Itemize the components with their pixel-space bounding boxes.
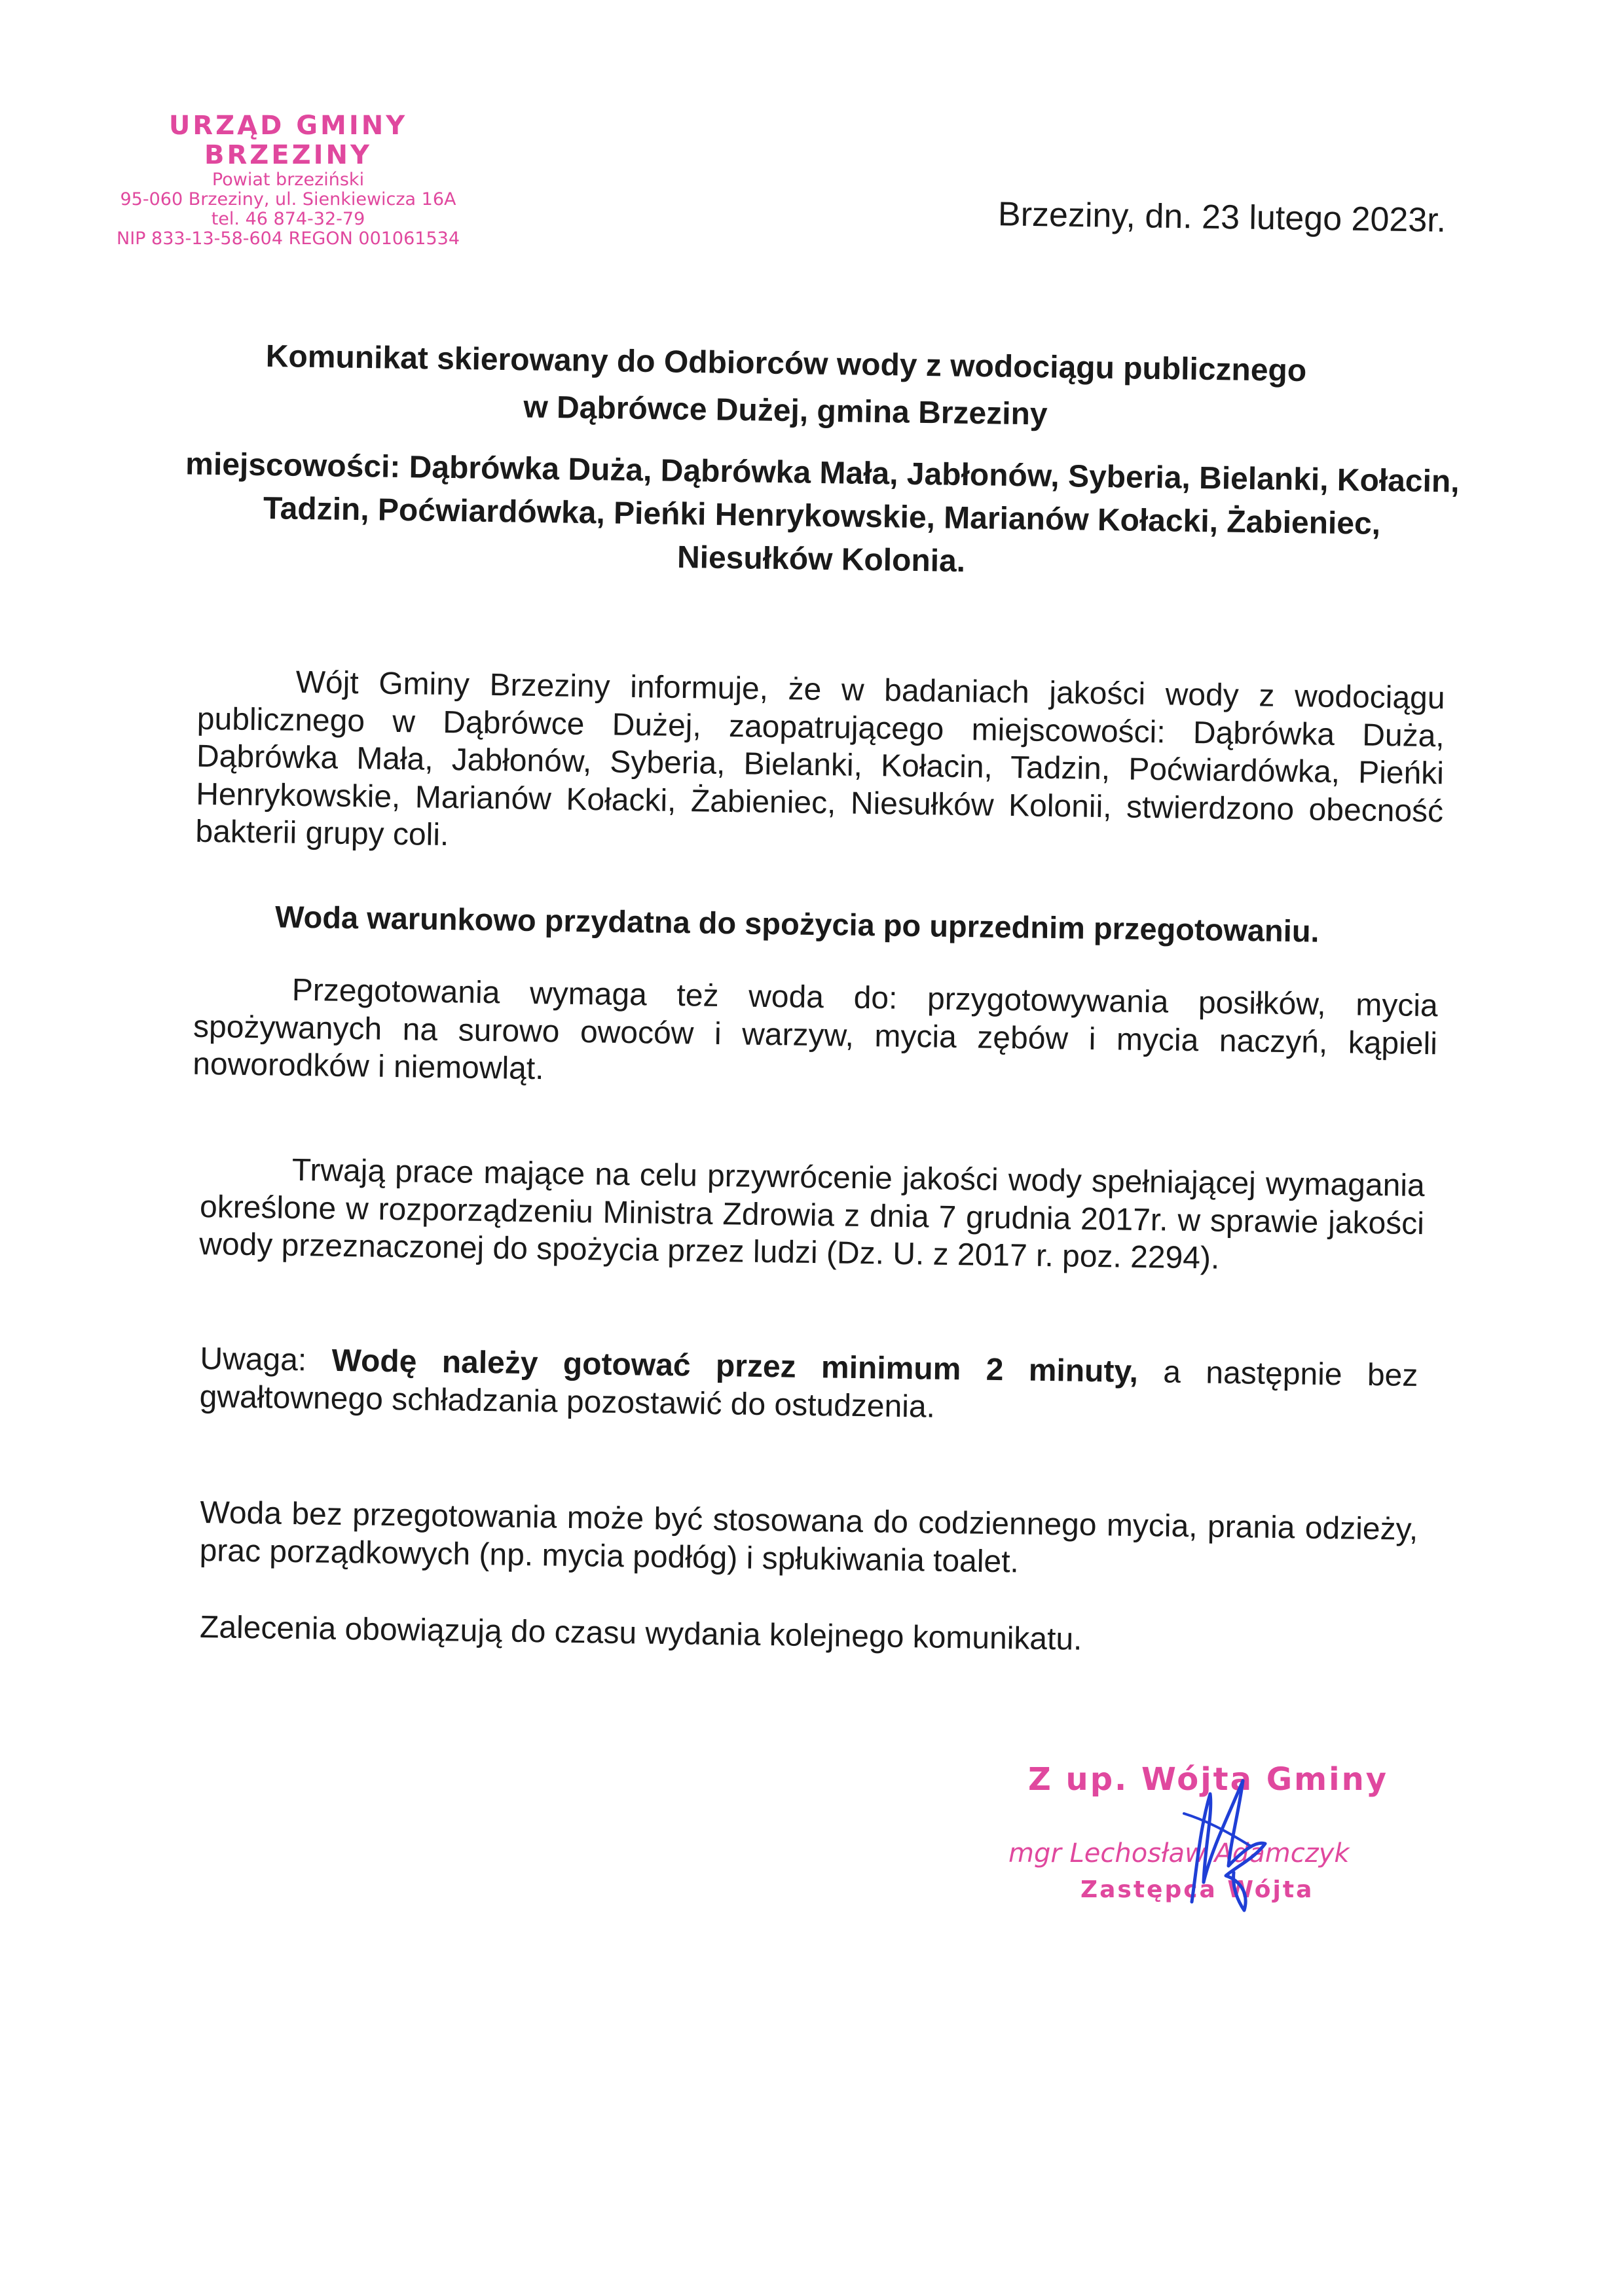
paragraph-warning bbox=[199, 1340, 1418, 1432]
stamp-address: 95-060 Brzeziny, ul. Sienkiewicza 16A bbox=[120, 189, 456, 210]
date-line: Brzeziny, dn. 23 lutego 2023r. bbox=[997, 195, 1447, 240]
stamp-ids: NIP 833-13-58-604 REGON 001061534 bbox=[117, 228, 460, 249]
title-line-2: w Dąbrówce Dużej, gmina Brzeziny bbox=[523, 390, 1048, 432]
localities-list: miejscowości: Dąbrówka Duża, Dąbrówka Mała, Jabłonów, Syberia, Bielanki, Kołacin, Tadzin, Poćwiardówka, Pieńki Henrykowskie, Marianów Kołacki, Żabieniec, Niesułków Kolonia. bbox=[185, 446, 1460, 579]
paragraph-ongoing-works: Trwają prace mające na celu przywrócenie jakości wody spełniającej wymagania określone w rozporządzeniu Ministra Zdrowia z dnia 7 grudnia 2017r. w sprawie jakości wody przeznaczonej do spożycia przez ludzi (Dz. U. z 2017 r. poz. 2294). bbox=[198, 1152, 1426, 1276]
warning-bold: Wodę należy gotować przez minimum 2 minuty, bbox=[331, 1343, 1139, 1390]
title-line-1: Komunikat skierowany do Odbiorców wody z wodociągu publicznego bbox=[265, 338, 1307, 389]
warning-suffix: a następnie bez gwałtownego schładzania pozostawić do ostudzenia. bbox=[199, 1355, 1418, 1425]
signature-title: Z up. Wójta Gminy bbox=[1028, 1761, 1389, 1798]
handwritten-signature bbox=[1166, 1768, 1283, 1925]
signature-name: mgr Lechosław Adamczyk bbox=[1008, 1838, 1350, 1868]
office-stamp bbox=[98, 111, 478, 249]
paragraph-validity: Zalecenia obowiązują do czasu wydania kolejnego komunikatu. bbox=[199, 1610, 1082, 1657]
stamp-office-name: URZĄD GMINY BRZEZINY bbox=[168, 111, 408, 170]
warning-prefix: Uwaga: bbox=[200, 1341, 333, 1378]
stamp-district: Powiat brzeziński bbox=[212, 169, 365, 190]
paragraph-water-status: Woda warunkowo przydatna do spożycia po uprzednim przegotowaniu. bbox=[274, 899, 1320, 949]
stamp-phone: tel. 46 874-32-79 bbox=[211, 209, 365, 230]
signature-role: Zastępca Wójta bbox=[1080, 1876, 1314, 1903]
document-title bbox=[163, 332, 1409, 444]
paragraph-boiling-uses: Przegotowania wymaga też woda do: przygotowywania posiłków, mycia spożywanych na surowo owoców i warzyw, mycia zębów i mycia naczyń, kąpieli noworodków i niemowląt. bbox=[192, 972, 1439, 1087]
paragraph-announcement: Wójt Gminy Brzeziny informuje, że w badaniach jakości wody z wodociągu publicznego w Dąbrówce Dużej, zaopatrującego miejscowości: Dąbrówka Duża, Dąbrówka Mała, Jabłonów, Syberia, Bielanki, Kołacin, Tadzin, Poćwiardówka, Pieńki Henrykowskie, Marianów Kołacki, Żabieniec, Niesułków Kolonii, stwierdzono obecność bakterii grupy coli. bbox=[195, 665, 1445, 853]
paragraph-unboiled-uses: Woda bez przegotowania może być stosowana do codziennego mycia, prania odzieży, prac porządkowych (np. mycia podłóg) i spłukiwania toalet. bbox=[199, 1495, 1418, 1580]
